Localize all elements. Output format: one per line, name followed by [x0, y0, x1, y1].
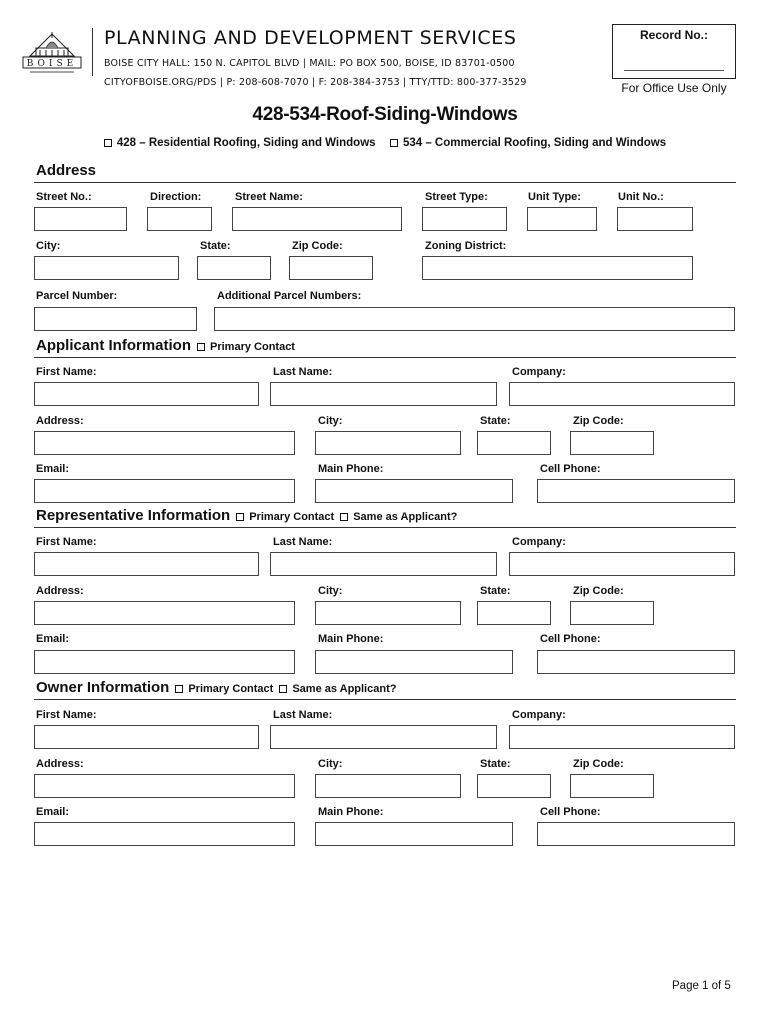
representative-company-label: Company: — [512, 536, 566, 548]
representative-section-rule — [34, 527, 736, 528]
street-name-field[interactable] — [232, 207, 402, 231]
boise-city-seal-logo — [22, 26, 82, 78]
office-use-note: For Office Use Only — [621, 81, 727, 95]
representative-same-checkbox[interactable] — [340, 513, 348, 521]
owner-cell-phone-field[interactable] — [537, 822, 735, 846]
header-divider — [92, 28, 93, 76]
representative-city-field[interactable] — [315, 601, 461, 625]
owner-address-field[interactable] — [34, 774, 295, 798]
applicant-state-field[interactable] — [477, 431, 551, 455]
applicant-company-field[interactable] — [509, 382, 735, 406]
street-type-label: Street Type: — [425, 191, 488, 203]
representative-email-label: Email: — [36, 633, 70, 645]
representative-zip-label: Zip Code: — [573, 585, 624, 597]
applicant-address-field[interactable] — [34, 431, 295, 455]
unit-no-field[interactable] — [617, 207, 693, 231]
owner-city-label: City: — [318, 758, 343, 770]
page-number: Page 1 of 5 — [672, 980, 731, 992]
owner-first-name-label: First Name: — [36, 709, 97, 721]
zoning-field[interactable] — [422, 256, 693, 280]
owner-city-field[interactable] — [315, 774, 461, 798]
representative-address-field[interactable] — [34, 601, 295, 625]
street-no-field[interactable] — [34, 207, 127, 231]
unit-no-label: Unit No.: — [618, 191, 664, 203]
street-no-label: Street No.: — [36, 191, 92, 203]
applicant-last-name-label: Last Name: — [273, 366, 333, 378]
applicant-cell-phone-field[interactable] — [537, 479, 735, 503]
representative-zip-field[interactable] — [570, 601, 654, 625]
applicant-section-title — [36, 337, 295, 354]
zip-label: Zip Code: — [292, 240, 343, 252]
direction-field[interactable] — [147, 207, 212, 231]
parcel-label: Parcel Number: — [36, 290, 118, 302]
representative-cell-phone-label: Cell Phone: — [540, 633, 601, 645]
commercial-option-label: 534 – Commercial Roofing, Siding and Windows — [402, 137, 667, 149]
applicant-cell-phone-label: Cell Phone: — [540, 463, 601, 475]
owner-state-field[interactable] — [477, 774, 551, 798]
address-section-rule — [34, 182, 736, 183]
applicant-main-phone-label: Main Phone: — [318, 463, 384, 475]
record-number-line — [624, 70, 724, 71]
address-section-title: Address — [36, 162, 97, 179]
unit-type-label: Unit Type: — [528, 191, 581, 203]
applicant-city-label: City: — [318, 415, 343, 427]
representative-primary-checkbox[interactable] — [236, 513, 244, 521]
owner-primary-checkbox[interactable] — [175, 685, 183, 693]
applicant-email-label: Email: — [36, 463, 70, 475]
representative-section-title — [36, 507, 457, 524]
applicant-city-field[interactable] — [315, 431, 461, 455]
zoning-label: Zoning District: — [425, 240, 507, 252]
owner-primary-label: Primary Contact — [188, 683, 274, 695]
department-title: PLANNING AND DEVELOPMENT SERVICES — [104, 27, 517, 49]
owner-zip-field[interactable] — [570, 774, 654, 798]
owner-zip-label: Zip Code: — [573, 758, 624, 770]
form-title: 428-534-Roof-Siding-Windows — [252, 104, 518, 125]
applicant-first-name-label: First Name: — [36, 366, 97, 378]
applicant-address-label: Address: — [36, 415, 84, 427]
state-field[interactable] — [197, 256, 271, 280]
owner-main-phone-label: Main Phone: — [318, 806, 384, 818]
permit-type-row — [0, 137, 770, 149]
representative-main-phone-label: Main Phone: — [318, 633, 384, 645]
owner-title-text: Owner Information — [36, 679, 170, 696]
applicant-company-label: Company: — [512, 366, 566, 378]
zip-field[interactable] — [289, 256, 373, 280]
representative-last-name-field[interactable] — [270, 552, 497, 576]
commercial-checkbox[interactable] — [390, 139, 398, 147]
representative-company-field[interactable] — [509, 552, 735, 576]
owner-cell-phone-label: Cell Phone: — [540, 806, 601, 818]
representative-email-field[interactable] — [34, 650, 295, 674]
street-name-label: Street Name: — [235, 191, 303, 203]
owner-same-checkbox[interactable] — [279, 685, 287, 693]
residential-option-label: 428 – Residential Roofing, Siding and Windows — [116, 137, 376, 149]
applicant-primary-checkbox[interactable] — [197, 343, 205, 351]
contact-line: CITYOFBOISE.ORG/PDS | P: 208-608-7070 | F: 208-384-3753 | TTY/TTD: 800-377-3529 — [104, 77, 527, 88]
owner-first-name-field[interactable] — [34, 725, 259, 749]
owner-email-field[interactable] — [34, 822, 295, 846]
street-type-field[interactable] — [422, 207, 507, 231]
owner-same-label: Same as Applicant? — [292, 683, 397, 695]
applicant-state-label: State: — [480, 415, 511, 427]
owner-email-label: Email: — [36, 806, 70, 818]
representative-address-label: Address: — [36, 585, 84, 597]
applicant-last-name-field[interactable] — [270, 382, 497, 406]
state-label: State: — [200, 240, 231, 252]
owner-last-name-field[interactable] — [270, 725, 497, 749]
owner-company-field[interactable] — [509, 725, 735, 749]
owner-main-phone-field[interactable] — [315, 822, 513, 846]
applicant-section-rule — [34, 357, 736, 358]
applicant-first-name-field[interactable] — [34, 382, 259, 406]
representative-main-phone-field[interactable] — [315, 650, 513, 674]
representative-same-label: Same as Applicant? — [353, 511, 458, 523]
representative-first-name-field[interactable] — [34, 552, 259, 576]
svg-text:BOISE: BOISE — [26, 59, 78, 69]
representative-city-label: City: — [318, 585, 343, 597]
residential-checkbox[interactable] — [104, 139, 112, 147]
representative-title-text: Representative Information — [36, 507, 231, 524]
applicant-main-phone-field[interactable] — [315, 479, 513, 503]
applicant-primary-label: Primary Contact — [210, 341, 295, 353]
parcel-field[interactable] — [34, 307, 197, 331]
additional-parcels-field[interactable] — [214, 307, 735, 331]
owner-section-title — [36, 679, 396, 696]
applicant-email-field[interactable] — [34, 479, 295, 503]
owner-address-label: Address: — [36, 758, 84, 770]
address-line: BOISE CITY HALL: 150 N. CAPITOL BLVD | MAIL: PO BOX 500, BOISE, ID 83701-0500 — [104, 58, 515, 69]
owner-company-label: Company: — [512, 709, 566, 721]
additional-parcels-label: Additional Parcel Numbers: — [217, 290, 362, 302]
applicant-title-text: Applicant Information — [36, 337, 191, 354]
representative-cell-phone-field[interactable] — [537, 650, 735, 674]
owner-last-name-label: Last Name: — [273, 709, 333, 721]
city-field[interactable] — [34, 256, 179, 280]
representative-state-field[interactable] — [477, 601, 551, 625]
representative-primary-label: Primary Contact — [249, 511, 335, 523]
owner-state-label: State: — [480, 758, 511, 770]
applicant-zip-label: Zip Code: — [573, 415, 624, 427]
representative-last-name-label: Last Name: — [273, 536, 333, 548]
direction-label: Direction: — [150, 191, 202, 203]
owner-section-rule — [34, 699, 736, 700]
unit-type-field[interactable] — [527, 207, 597, 231]
applicant-zip-field[interactable] — [570, 431, 654, 455]
representative-first-name-label: First Name: — [36, 536, 97, 548]
representative-state-label: State: — [480, 585, 511, 597]
record-number-label: Record No.: — [639, 28, 708, 42]
city-label: City: — [36, 240, 61, 252]
